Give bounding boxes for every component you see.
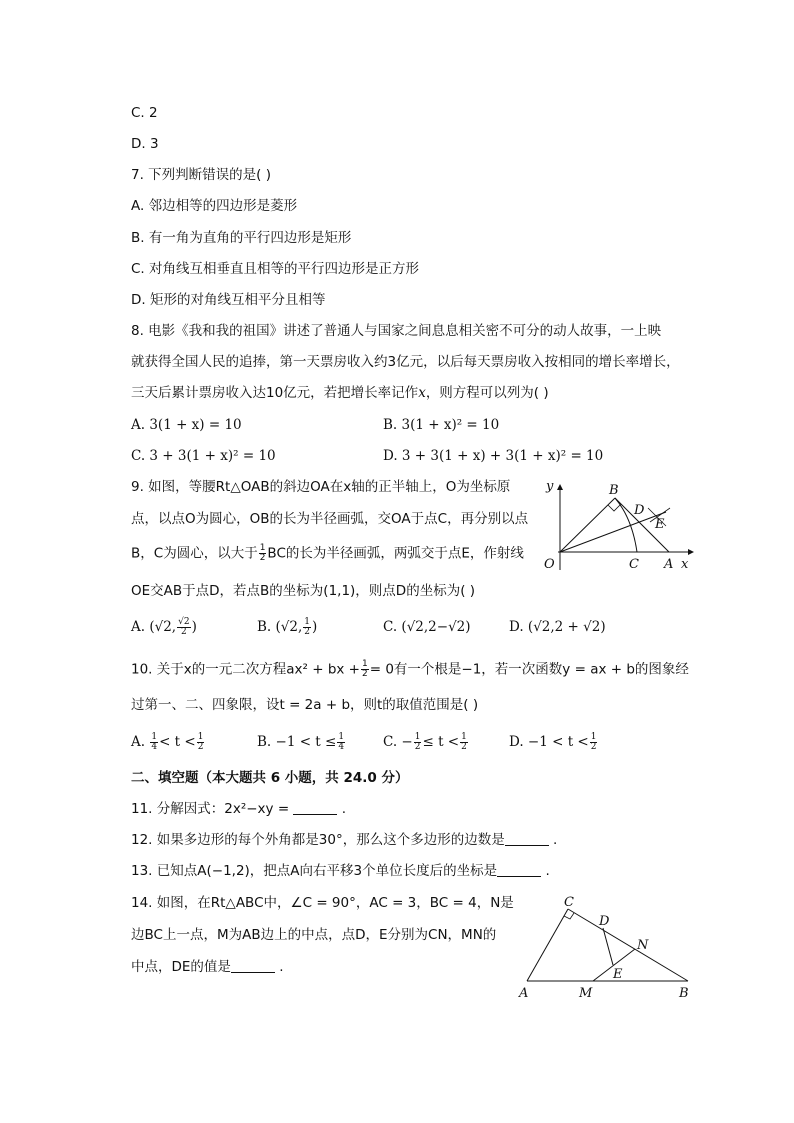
q8-stem-line-2: 就获得全国人民的追捧，第一天票房收入约3亿元，以后每天票房收入按相同的增长率增长，	[131, 354, 680, 370]
q13-answer-blank[interactable]	[497, 864, 541, 877]
q14-stem-line-2: 边BC上一点，M为AB边上的中点，点D，E分别为CN，MN的	[131, 927, 497, 943]
q7-stem: 7. 下列判断错误的是( )	[131, 167, 271, 183]
q9-right-angle	[608, 504, 621, 511]
q9-x-arrow	[688, 549, 694, 555]
q8-option-a: A. 3(1 + x) = 10	[131, 417, 242, 433]
q13-line: 13. 已知点A(−1,2)，把点A向右平移3个单位长度后的坐标是 .	[131, 863, 550, 879]
q14-segment-ca	[527, 909, 568, 981]
q9-figure	[540, 478, 700, 578]
q6-option-c: C. 2	[131, 105, 158, 121]
q8-variable: x	[418, 385, 426, 401]
q14-label-b: B	[679, 986, 689, 1001]
q14-label-e: E	[613, 967, 623, 982]
q11-answer-blank[interactable]	[293, 802, 337, 815]
q9-label-x: x	[681, 557, 689, 572]
q14-label-a: A	[519, 986, 529, 1001]
q11-line: 11. 分解因式：2x²−xy = .	[131, 801, 347, 817]
q10-option-d: D. −1 < t < $\frac{1}{2}$	[509, 732, 597, 752]
q14-figure	[513, 893, 703, 1003]
q9-stem-line-4: OE交AB于点D，若点B的坐标为(1,1)，则点D的坐标为( )	[131, 583, 476, 599]
q14-stem-line-3: 中点，DE的值是 .	[131, 959, 284, 975]
q9-option-b: B. (√2, $\frac{1}{2}$ )	[257, 617, 318, 637]
q14-segment-cb	[568, 909, 688, 981]
q8-option-b: B. 3(1 + x)² = 10	[383, 417, 500, 433]
q9-option-c: C. (√2,2−√2)	[383, 619, 471, 635]
q9-stem-line-1: 9. 如图，等腰Rt△OAB的斜边OA在x轴的正半轴上，O为坐标原	[131, 479, 511, 495]
q9-half-fraction: $\frac{1}{2}$	[259, 543, 266, 563]
q9-label-c: C	[629, 557, 639, 572]
q8-stem-line-1: 8. 电影《我和我的祖国》讲述了普通人与国家之间息息相关密不可分的动人故事，一上映	[131, 323, 662, 339]
q9-label-d: D	[634, 503, 645, 518]
q8-option-c: C. 3 + 3(1 + x)² = 10	[131, 448, 276, 464]
q14-stem-line-1: 14. 如图，在Rt△ABC中，∠C = 90°，AC = 3，BC = 4，N是	[131, 895, 514, 911]
q14-label-c: C	[564, 895, 574, 910]
q10-option-c: C. − $\frac{1}{2}$ ≤ t < $\frac{1}{2}$	[383, 732, 467, 752]
q8-line3-post: ，则方程可以列为( )	[425, 385, 549, 401]
q9-label-y: y	[546, 479, 554, 494]
q12-line: 12. 如果多边形的每个外角都是30°，那么这个多边形的边数是 .	[131, 832, 558, 848]
q10-option-b: B. −1 < t ≤ $\frac{1}{4}$	[257, 732, 345, 752]
q9-label-b: B	[609, 483, 619, 498]
q10-option-a: A. $\frac{1}{4}$ < t < $\frac{1}{2}$	[131, 732, 204, 752]
q7-option-b: B. 有一角为直角的平行四边形是矩形	[131, 230, 352, 246]
q14-label-m: M	[579, 986, 593, 1001]
q9-stem-line-3	[131, 544, 524, 563]
q8-line3-pre: 三天后累计票房收入达10亿元，若把增长率记作	[131, 385, 419, 401]
q9-label-o: O	[544, 557, 555, 572]
q7-option-d: D. 矩形的对角线互相平分且相等	[131, 292, 326, 308]
q14-label-n: N	[637, 938, 649, 953]
q9-option-d: D. (√2,2 + √2)	[509, 619, 606, 635]
q6-option-d: D. 3	[131, 136, 159, 152]
q9-ray-oe	[560, 512, 666, 552]
q9-option-a: A. (√2, $\frac{√2}{2}$ )	[131, 617, 197, 637]
q14-label-d: D	[599, 914, 610, 929]
q10-stem-line-1: 10. 关于x的一元二次方程ax² + bx + $\frac{1}{2}$ = 0有一个根是−1，若一次函数y = ax + b的图象经	[131, 659, 689, 679]
q10-half-fraction: $\frac{1}{2}$	[361, 659, 368, 679]
q8-option-d: D. 3 + 3(1 + x) + 3(1 + x)² = 10	[383, 448, 604, 464]
q9-stem-line-2: 点，以点O为圆心，OB的长为半径画弧，交OA于点C，再分别以点	[131, 511, 529, 527]
q9-label-e: E	[655, 517, 665, 532]
q9-label-a: A	[664, 557, 674, 572]
q10-stem-line-2: 过第一、二、四象限，设t = 2a + b，则t的取值范围是( )	[131, 697, 479, 713]
q9-y-arrow	[557, 484, 563, 490]
q7-option-c: C. 对角线互相垂直且相等的平行四边形是正方形	[131, 261, 420, 277]
q14-answer-blank[interactable]	[231, 960, 275, 973]
q9-segment-ob	[560, 498, 615, 552]
q9-line3-post: BC的长为半径画弧，两弧交于点E，作射线	[267, 545, 524, 562]
q7-option-a: A. 邻边相等的四边形是菱形	[131, 198, 298, 214]
q12-answer-blank[interactable]	[505, 833, 549, 846]
section-title-fill-in: 二、填空题（本大题共 6 小题，共 24.0 分）	[131, 770, 409, 786]
q8-stem-line-3	[131, 384, 549, 402]
q9-line3-pre: B，C为圆心，以大于	[131, 545, 258, 562]
